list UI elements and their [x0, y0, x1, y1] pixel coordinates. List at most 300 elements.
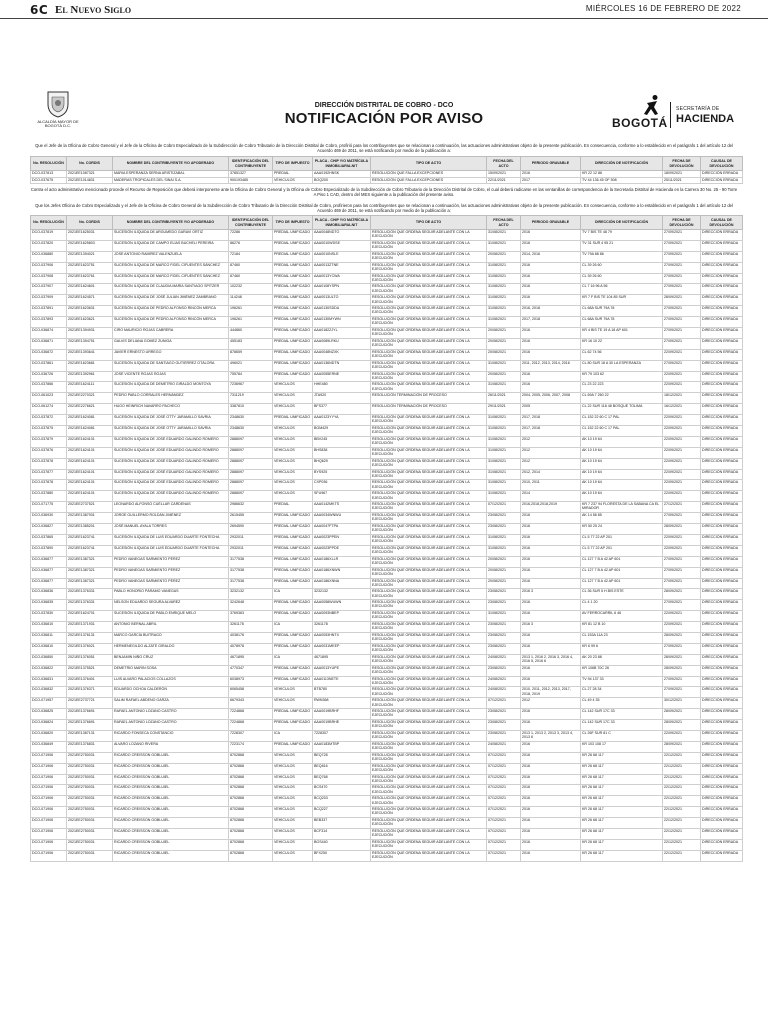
table-cell: RESOLUCIÓN QUE ORDENA SEGUIR ADELANTE CON LA EJECUCIÓN [371, 524, 487, 535]
table-cell: ALVARO LOZANO RIVERA [113, 741, 229, 752]
table-row [31, 828, 743, 839]
table-cell: 6038973 [229, 676, 273, 687]
table-cell: 2016 [521, 763, 581, 774]
table-cell: 22/09/2021 [663, 545, 701, 556]
table-cell: 2016 [521, 567, 581, 578]
table-cell: 28/09/2021 [663, 709, 701, 720]
table-cell: 31/08/2021 [487, 534, 521, 545]
table-cell: DIRECCIÓN ERRADA [701, 447, 743, 458]
table-cell: DCO-071906 [31, 818, 67, 829]
table-cell: PREDIAL UNIFICADO [273, 632, 313, 643]
table-cell: 2017, 2018 [521, 317, 581, 328]
table-cell: BEQ816 [313, 763, 371, 774]
table-cell: 2017, 2018 [521, 415, 581, 426]
table-cell: RESOLUCIÓN QUE ORDENA SEGUIR ADELANTE CON LA EJECUCIÓN [371, 774, 487, 785]
table-cell: 07/12/2021 [487, 785, 521, 796]
table-cell: 2016 [521, 709, 581, 720]
table-cell: CL 26F SUR 81 C [581, 730, 663, 741]
table-row [31, 524, 743, 535]
table-cell: RESOLUCIÓN QUE ORDENA SEGUIR ADELANTE CON LA EJECUCIÓN [371, 502, 487, 513]
table-row [31, 328, 743, 339]
table-cell: 4038176 [229, 632, 273, 643]
table-cell: DIRECCIÓN ERRADA [701, 828, 743, 839]
table-cell: AAA0013YCWA [313, 273, 371, 284]
table-cell: RESOLUCIÓN QUE ORDENA SEGUIR ADELANTE CON LA EJECUCIÓN [371, 338, 487, 349]
table-row [31, 338, 743, 349]
table-cell: 3232132 [313, 589, 371, 600]
table-cell: AK 10 19 64 [581, 458, 663, 469]
table-cell: 8702868 [229, 774, 273, 785]
table-cell: 27/09/2021 [663, 317, 701, 328]
table-cell: 20/08/2021 [487, 338, 521, 349]
table-row [31, 567, 743, 578]
table-cell: 2016, 2018 [521, 306, 581, 317]
table-cell: RWN368 [313, 698, 371, 709]
table-cell: DIRECCIÓN ERRADA [701, 807, 743, 818]
table-cell: 7224868 [229, 709, 273, 720]
table-cell: 2021EE1376051 [67, 654, 113, 665]
table-cell: 07/12/2021 [487, 828, 521, 839]
table-cell: 2011, 2012, 2013, 2014, 2016 [521, 360, 581, 371]
table-cell: 31/08/2021 [487, 545, 521, 556]
table-cell: 27/09/2021 [663, 273, 701, 284]
column-header: FECHA DEL ACTO [487, 157, 521, 171]
table-cell: 196261 [229, 306, 273, 317]
table-cell: GALVIS DELIANA GOMEZ ZUNIGA [113, 338, 229, 349]
table-cell: BGS440 [313, 839, 371, 850]
table-row [31, 687, 743, 698]
table-cell: 2021EE1623751 [67, 262, 113, 273]
table-cell: RESOLUCIÓN QUE ORDENA SEGUIR ADELANTE CON LA EJECUCIÓN [371, 785, 487, 796]
table-cell: 22/09/2021 [663, 382, 701, 393]
table-cell: 2021EE1385201 [67, 524, 113, 535]
table-cell: 6679343 [229, 698, 273, 709]
table-cell: DIRECCIÓN ERRADA [701, 382, 743, 393]
table-cell: DCO-037861 [31, 360, 67, 371]
table-cell: 2017 [521, 177, 581, 184]
table-cell: 22/12/2021 [663, 763, 701, 774]
table-cell: PEDRO VANEGAS SARMIENTO PÉREZ [113, 578, 229, 589]
table-cell: RESOLUCIÓN QUE FALLA EXCEPCIONES [371, 171, 487, 178]
table-cell: 7311219 [229, 393, 273, 404]
table-cell: TV 31 SUR 4 95 21 [581, 240, 663, 251]
table-row [31, 262, 743, 273]
table-cell: MARIA ESPERANZA SERNA ARISTIZABAL [113, 171, 229, 178]
table-cell: RESOLUCIÓN QUE ORDENA SEGUIR ADELANTE CON LA EJECUCIÓN [371, 567, 487, 578]
column-header: No. RESOLUCIÓN [31, 216, 67, 230]
table-cell: 2016 [521, 578, 581, 589]
table-cell: DIRECCIÓN ERRADA [701, 611, 743, 622]
table-cell: RESOLUCIÓN QUE ORDENA SEGUIR ADELANTE CON LA EJECUCIÓN [371, 447, 487, 458]
table-cell: BENJAMÍN NIÑO CRUZ [113, 654, 229, 665]
table-cell: JOSÉ ANTONIO RAMÍREZ VALENZUELA [113, 251, 229, 262]
table-cell: DIRECCIÓN ERRADA [701, 458, 743, 469]
table-cell: 27/09/2021 [663, 643, 701, 654]
table-cell: AAA0034WNWU [313, 513, 371, 524]
table-cell: 2016 [521, 295, 581, 306]
table-cell: 22/09/2021 [663, 469, 701, 480]
table-cell: DCO-071775 [31, 502, 67, 513]
table-cell: 2017, 2018 [521, 426, 581, 437]
table-cell: RICARDO CREISSON GOBLUIEL [113, 807, 229, 818]
table-cell: 2021EE1392961 [67, 371, 113, 382]
table-row [31, 622, 743, 633]
table-cell: 2021EE1376691 [67, 720, 113, 731]
table-cell: RESOLUCIÓN QUE ORDENA SEGUIR ADELANTE CON LA EJECUCIÓN [371, 578, 487, 589]
table-cell: DIRECCIÓN ERRADA [701, 600, 743, 611]
table-cell: VEHÍCULOS [273, 698, 313, 709]
table-cell: RESOLUCIÓN QUE ORDENA SEGUIR ADELANTE CON LA EJECUCIÓN [371, 720, 487, 731]
table-cell: JOSÉ VICENTE ROJAS ROJAS [113, 371, 229, 382]
column-header: IDENTIFICACIÓN DEL CONTRIBUYENTE [229, 157, 273, 171]
table-cell: VEHICULOS [273, 177, 313, 184]
table-cell: RESOLUCIÓN QUE ORDENA SEGUIR ADELANTE CON LA EJECUCIÓN [371, 371, 487, 382]
table-cell: CL 127 7 B A 42 AP 601 [581, 578, 663, 589]
table-cell: RESOLUCIÓN QUE ORDENA SEGUIR ADELANTE CON LA EJECUCIÓN [371, 240, 487, 251]
table-cell: RESOLUCIÓN QUE ORDENA SEGUIR ADELANTE CON LA EJECUCIÓN [371, 317, 487, 328]
table-cell: CL 80 SUR 18 A 30 LA ESPERANZA [581, 360, 663, 371]
table-row [31, 251, 743, 262]
table-row [31, 774, 743, 785]
table-cell: CL 69A 7 260 22 [581, 393, 663, 404]
column-header: No. CORDIS [67, 157, 113, 171]
table-cell: RESOLUCIÓN QUE ORDENA SEGUIR ADELANTE CON LA EJECUCIÓN [371, 687, 487, 698]
table-cell: 22/12/2021 [663, 828, 701, 839]
table-cell: RESOLUCIÓN QUE ORDENA SEGUIR ADELANTE CON LA EJECUCIÓN [371, 850, 487, 861]
table-cell: VEHÍCULOS [273, 839, 313, 850]
table-cell: PREDIAL UNIFICADO [273, 567, 313, 578]
table-cell: 31/08/2021 [487, 317, 521, 328]
table-cell: DCO-071906 [31, 752, 67, 763]
table-cell: ICA [273, 589, 313, 600]
table-cell: SUCESIÓN ILÍQUIDA DE LUIS EDUARDO DUARTE FONTECHA [113, 534, 229, 545]
column-header: No. RESOLUCIÓN [31, 157, 67, 171]
table-cell: DCO-036831 [31, 676, 67, 687]
table-row [31, 807, 743, 818]
table-cell: 28/09/2021 [663, 632, 701, 643]
table-cell: VEHÍCULOS [273, 818, 313, 829]
table-cell: DIRECCIÓN ERRADA [701, 230, 743, 241]
column-header: IDENTIFICACIÓN DEL CONTRIBUYENTE [229, 216, 273, 230]
table-cell: AK 10 19 64 [581, 480, 663, 491]
column-header: FECHA DEL ACTO [487, 216, 521, 230]
table-cell: AAA0130MYWN [313, 317, 371, 328]
table-cell: RESOLUCIÓN QUE ORDENA SEGUIR ADELANTE CON LA EJECUCIÓN [371, 763, 487, 774]
table-cell: CL 127 7 B A 42 AP 601 [581, 556, 663, 567]
table-cell: KR 81 12 B 10 [581, 622, 663, 633]
table-cell: DIRECCIÓN ERRADA [701, 818, 743, 829]
table-cell: RESOLUCIÓN QUE ORDENA SEGUIR ADELANTE CON LA EJECUCIÓN [371, 458, 487, 469]
table-cell: DIRECCIÓN ERRADA [701, 469, 743, 480]
column-header: NOMBRE DEL CONTRIBUYENTE Y/O APODERADO [113, 216, 229, 230]
table-cell: 2348630 [229, 426, 273, 437]
table-cell: 22/12/2021 [663, 839, 701, 850]
table-cell: SUCESIÓN ILÍQUIDA DE PABLO ENRIQUE MELO [113, 611, 229, 622]
table-cell: AAA0013ULTO [313, 295, 371, 306]
table-cell: PREDIAL UNIFICADO [273, 534, 313, 545]
table-cell: AK 10 19 64 [581, 491, 663, 502]
table-cell: DCO-036825 [31, 709, 67, 720]
table-cell: RICARDO CREISSON GOBLUIEL [113, 774, 229, 785]
table-cell: AV FERROCARRIL 6 46 [581, 611, 663, 622]
table-cell: 27/09/2021 [663, 578, 701, 589]
table-cell: KR 103 108 17 [581, 741, 663, 752]
table-cell: 2016 [521, 338, 581, 349]
table-cell: RESOLUCIÓN TERMINACIÓN DE PROCESO [371, 404, 487, 415]
table-cell: DIRECCIÓN ERRADA [701, 709, 743, 720]
table-cell: CL 22 SUR 118 48 BOSQUE TOLIMA [581, 404, 663, 415]
table-cell: DCO-071957 [31, 698, 67, 709]
table-cell: KR 26 68 117 [581, 818, 663, 829]
table-cell: 2021EE1376331 [67, 589, 113, 600]
table-cell: 2348630 [229, 415, 273, 426]
table-cell: DCO-037865 [31, 534, 67, 545]
table-cell: 30/12/2021 [663, 698, 701, 709]
table-cell: ICA [273, 730, 313, 741]
table-row [31, 349, 743, 360]
table-cell: DCO-071906 [31, 839, 67, 850]
table-cell: SUCESIÓN ILÍQUIDA DE JOSÉ OTTY JARAMILLO SAVRIA [113, 426, 229, 437]
table-cell: RESOLUCIÓN QUE ORDENA SEGUIR ADELANTE CON LA EJECUCIÓN [371, 469, 487, 480]
table-cell: 2986632 [229, 502, 273, 513]
table-cell: DIRECCIÓN ERRADA [701, 524, 743, 535]
table-cell: 27/09/2021 [663, 338, 701, 349]
table-cell: DCO-037675 [31, 177, 67, 184]
table-cell: DCO-036872 [31, 349, 67, 360]
table-row [31, 818, 743, 829]
table-cell: DIRECCIÓN ERRADA [701, 295, 743, 306]
table-cell: 2021EE1376131 [67, 632, 113, 643]
table-cell: DIRECCIÓN ERRADA [701, 752, 743, 763]
table-cell: DCO-036877 [31, 556, 67, 567]
table-cell: CL 68A SUR 79A 78 [581, 317, 663, 328]
table-cell: 2021EE1376831 [67, 741, 113, 752]
table-cell: DIRECCIÓN ERRADA [701, 436, 743, 447]
table-cell: DCO-037872 [31, 415, 67, 426]
table-cell: DCO-036874 [31, 328, 67, 339]
table-cell: DIRECCIÓN ERRADA [701, 632, 743, 643]
table-row [31, 785, 743, 796]
table-cell: PREDIAL UNIFICADO [273, 720, 313, 731]
table-cell: RAFAEL ANTONIO LOZANO CASTRO [113, 720, 229, 731]
intro-paragraph-3: Que los Jefes Oficina de Cobro Especializado y el Jefe de la Oficina de Cobro General de la Subdirección de Cobro Tributario de la Dirección Distrital de Cobro, profirieron para los contribuyentes que se relacionan a continuación, las actuaciones administrativas objeto de la presente publicación. En consecuencia, conforme a lo establecido en el parágrafo 1 del artículo 12 del Acuerdo 469 de 2011, se está notificando por medio de la publicación a: [35, 203, 733, 213]
table-cell: 24/08/2021 [487, 676, 521, 687]
table-cell: VEHÍCULOS [273, 480, 313, 491]
intro-paragraph-2: Contra el acto administrativo mencionado procede el Recurso de Reposición que deberá interponerse ante la Oficina de Cobro General y la Oficina de Cobro Especializado de la Subdirección de Cobro Tributario de la Dirección Distrital de Cobro, el cual deberá radicarse en las ventanillas de correspondencia de la Secretaría Distrital de Hacienda en la Carrera 30 No. 25 - 90 Torre A Piso 1 CAD, dentro del MES siguiente a la publicación del presente aviso. [30, 187, 738, 197]
table-cell: CL 152 22 60 C 17 PAL [581, 426, 663, 437]
table-cell: SUCESIÓN ILÍQUIDA DE SANTIAGO GUTIÉRREZ OTÁLORA [113, 360, 229, 371]
table-cell: 2021EE1623741 [67, 545, 113, 556]
table-cell: 102232 [229, 284, 273, 295]
table-cell: SUCESIÓN ILÍQUIDA DE CLAUDIA MARÍA SANTIAGO SPITZER [113, 284, 229, 295]
table-cell: 23/08/2021 [487, 589, 521, 600]
table-cell: 2021EE1087321 [67, 171, 113, 178]
table-cell: DCO-036726 [31, 371, 67, 382]
table-cell: DCO-037878 [31, 480, 67, 491]
table-cell: RESOLUCIÓN QUE ORDENA SEGUIR ADELANTE CON LA EJECUCIÓN [371, 611, 487, 622]
table-cell: 2016 [521, 328, 581, 339]
table-cell: 25/11/2021 [663, 177, 701, 184]
table-cell: DCO-037908 [31, 273, 67, 284]
table-cell: 72286 [229, 230, 273, 241]
table-cell: 2016 3 [521, 622, 581, 633]
table-cell: DCO-071906 [31, 796, 67, 807]
table-cell: AK 10 19 64 [581, 469, 663, 480]
table-cell: BEB337 [313, 818, 371, 829]
table-cell: PREDIAL UNIFICADO [273, 328, 313, 339]
table-cell: DIRECCIÓN ERRADA [701, 676, 743, 687]
table-cell: DCO-036850 [31, 654, 67, 665]
table-row [31, 720, 743, 731]
notice-title: NOTIFICACIÓN POR AVISO [284, 110, 484, 127]
table-cell: 22/09/2021 [663, 458, 701, 469]
column-header: PLACA - CHIP Y/O MATRÍCULA INMOBILIARIA-NIT [313, 216, 371, 230]
table-cell: 2012, 2014 [521, 469, 581, 480]
table-cell: 2014 [521, 491, 581, 502]
table-cell: 31/08/2021 [487, 611, 521, 622]
table-cell: 2932011 [229, 545, 273, 556]
table-row [31, 382, 743, 393]
table-cell: CL 39 26 60 [581, 262, 663, 273]
table-cell: 28/09/2021 [663, 589, 701, 600]
table-cell: CL 62 74 56 [581, 349, 663, 360]
table-cell: PREDIAL UNIFICADO [273, 665, 313, 676]
table-cell: SUCESIÓN ILÍQUIDA DE PEDRO ALFONSO RINCÓN MERCA [113, 306, 229, 317]
table-cell: RESOLUCIÓN QUE ORDENA SEGUIR ADELANTE CON LA EJECUCIÓN [371, 328, 487, 339]
table-cell: PREDIAL UNIFICADO [273, 611, 313, 622]
table-cell: 87460 [229, 262, 273, 273]
table-row [31, 600, 743, 611]
table-row [31, 589, 743, 600]
table-cell: 6065458 [229, 687, 273, 698]
table-cell: SUCESIÓN ILÍQUIDA DE MARCO FIDEL CIFUENTES SÁNCHEZ [113, 262, 229, 273]
table-cell: 27/09/2021 [663, 240, 701, 251]
table-row [31, 654, 743, 665]
table-row [31, 306, 743, 317]
table-cell: RESOLUCIÓN QUE ORDENA SEGUIR ADELANTE CON LA EJECUCIÓN [371, 306, 487, 317]
table-cell: 2021EE2750031 [67, 785, 113, 796]
table-cell: RESOLUCIÓN QUE ORDENA SEGUIR ADELANTE CON LA EJECUCIÓN [371, 556, 487, 567]
table-cell: AAA0031MEEP [313, 643, 371, 654]
table-cell: 2016 [521, 556, 581, 567]
table-cell: 28/09/2021 [663, 720, 701, 731]
table-cell: DCO-036810 [31, 643, 67, 654]
table-cell: RESOLUCIÓN QUE ORDENA SEGUIR ADELANTE CON LA EJECUCIÓN [371, 796, 487, 807]
table-cell: AAA0058WUWN [313, 600, 371, 611]
table-cell: 2012 [521, 698, 581, 709]
table-cell: 2021EE1625803 [67, 240, 113, 251]
table-cell: 27/09/2021 [663, 284, 701, 295]
table-cell: VEHÍCULOS [273, 850, 313, 861]
table-row [31, 491, 743, 502]
table-cell: DIRECCIÓN ERRADA [701, 328, 743, 339]
table-row [31, 632, 743, 643]
table-row [31, 534, 743, 545]
table-cell: 22/09/2021 [663, 436, 701, 447]
table-cell: 2016 [521, 828, 581, 839]
table-cell: 2021EE1376691 [67, 709, 113, 720]
table-cell: KR 26 68 117 [581, 807, 663, 818]
table-cell: 900193485 [229, 177, 273, 184]
table-cell: 27/09/2021 [663, 676, 701, 687]
table-cell: 07/12/2021 [487, 752, 521, 763]
table-cell: DCO-036849 [31, 741, 67, 752]
table-cell: AAA0053HNTX [313, 632, 371, 643]
table-cell: AK 10 19 64 [581, 447, 663, 458]
table-cell: AAA0186XNNA [313, 578, 371, 589]
table-cell: 2016 [521, 643, 581, 654]
table-cell: RESOLUCIÓN QUE ORDENA SEGUIR ADELANTE CON LA EJECUCIÓN [371, 741, 487, 752]
table-cell: DCO-036811 [31, 632, 67, 643]
table-cell: KR 26 68 117 [581, 752, 663, 763]
table-cell: DIRECCIÓN ERRADA [701, 480, 743, 491]
table-cell: JOSÉ MANUEL AYALA TORRES [113, 524, 229, 535]
table-cell: RESOLUCIÓN QUE ORDENA SEGUIR ADELANTE CON LA EJECUCIÓN [371, 709, 487, 720]
table-cell: RESOLUCIÓN QUE ORDENA SEGUIR ADELANTE CON LA EJECUCIÓN [371, 818, 487, 829]
table-row [31, 502, 743, 513]
table-cell: 4671895 [313, 654, 371, 665]
table-cell: VEHÍCULOS [273, 752, 313, 763]
table-cell: PREDIAL [273, 502, 313, 513]
column-header: PERIODO GRAVABLE [521, 157, 581, 171]
table-cell: 2021EE1393641 [67, 349, 113, 360]
table-cell: RESOLUCIÓN QUE ORDENA SEGUIR ADELANTE CON LA EJECUCIÓN [371, 665, 487, 676]
table-cell: BCQ203 [313, 796, 371, 807]
table-cell: 37851327 [229, 171, 273, 178]
table-cell: 2888097 [229, 491, 273, 502]
table-cell: 2021EE1624571 [67, 295, 113, 306]
table-cell: RESOLUCIÓN QUE ORDENA SEGUIR ADELANTE CON LA EJECUCIÓN [371, 534, 487, 545]
table-cell: RICARDO CREISSON GOBLUIEL [113, 763, 229, 774]
table-cell: 2021EE1387131 [67, 730, 113, 741]
table-cell: 2021EE2750031 [67, 807, 113, 818]
table-cell: KR 79 103 62 [581, 371, 663, 382]
table-row [31, 578, 743, 589]
table-cell: 24/08/2021 [487, 687, 521, 698]
table-cell: 2021EE2276621 [67, 404, 113, 415]
table-cell: 2016 [521, 850, 581, 861]
table-cell: KR 6 99 6 [581, 643, 663, 654]
table-cell: VEHÍCULOS [273, 807, 313, 818]
table-cell: 28/09/2021 [663, 741, 701, 752]
table-cell: BHQ629 [313, 458, 371, 469]
table-cell: 07/12/2021 [487, 850, 521, 861]
table-cell: AAA0142MKTS [313, 502, 371, 513]
table-cell: DCO-036822 [31, 665, 67, 676]
table-cell: 31/08/2021 [487, 480, 521, 491]
table-cell: 3261178 [313, 622, 371, 633]
table-cell: 2016 [521, 513, 581, 524]
table-cell: 31/08/2021 [487, 284, 521, 295]
table-cell: 2021EE1376371 [67, 687, 113, 698]
table-cell: 2016 [521, 611, 581, 622]
table-cell: BOM429 [313, 426, 371, 437]
table-cell: DIRECCIÓN ERRADA [701, 741, 743, 752]
issue-date: MIÉRCOLES 16 DE FEBRERO DE 2022 [585, 4, 741, 13]
table-cell: 8702868 [229, 818, 273, 829]
table-cell: RESOLUCIÓN QUE ORDENA SEGUIR ADELANTE CON LA EJECUCIÓN [371, 230, 487, 241]
table-cell: 2888097 [229, 436, 273, 447]
table-cell: VEHÍCULOS [273, 774, 313, 785]
table-cell: 3261178 [229, 622, 273, 633]
table-cell: KR 26 68 117 [581, 763, 663, 774]
column-header: DIRECCIÓN DE NOTIFICACIÓN [581, 157, 663, 171]
table-cell: 2021EE2737521 [67, 502, 113, 513]
table-cell: 2021EE2750031 [67, 839, 113, 850]
table-cell: DIRECCIÓN ERRADA [701, 426, 743, 437]
table-cell: MADERAS TROPICALES DEL SINAI S.A. [113, 177, 229, 184]
table-row [31, 763, 743, 774]
